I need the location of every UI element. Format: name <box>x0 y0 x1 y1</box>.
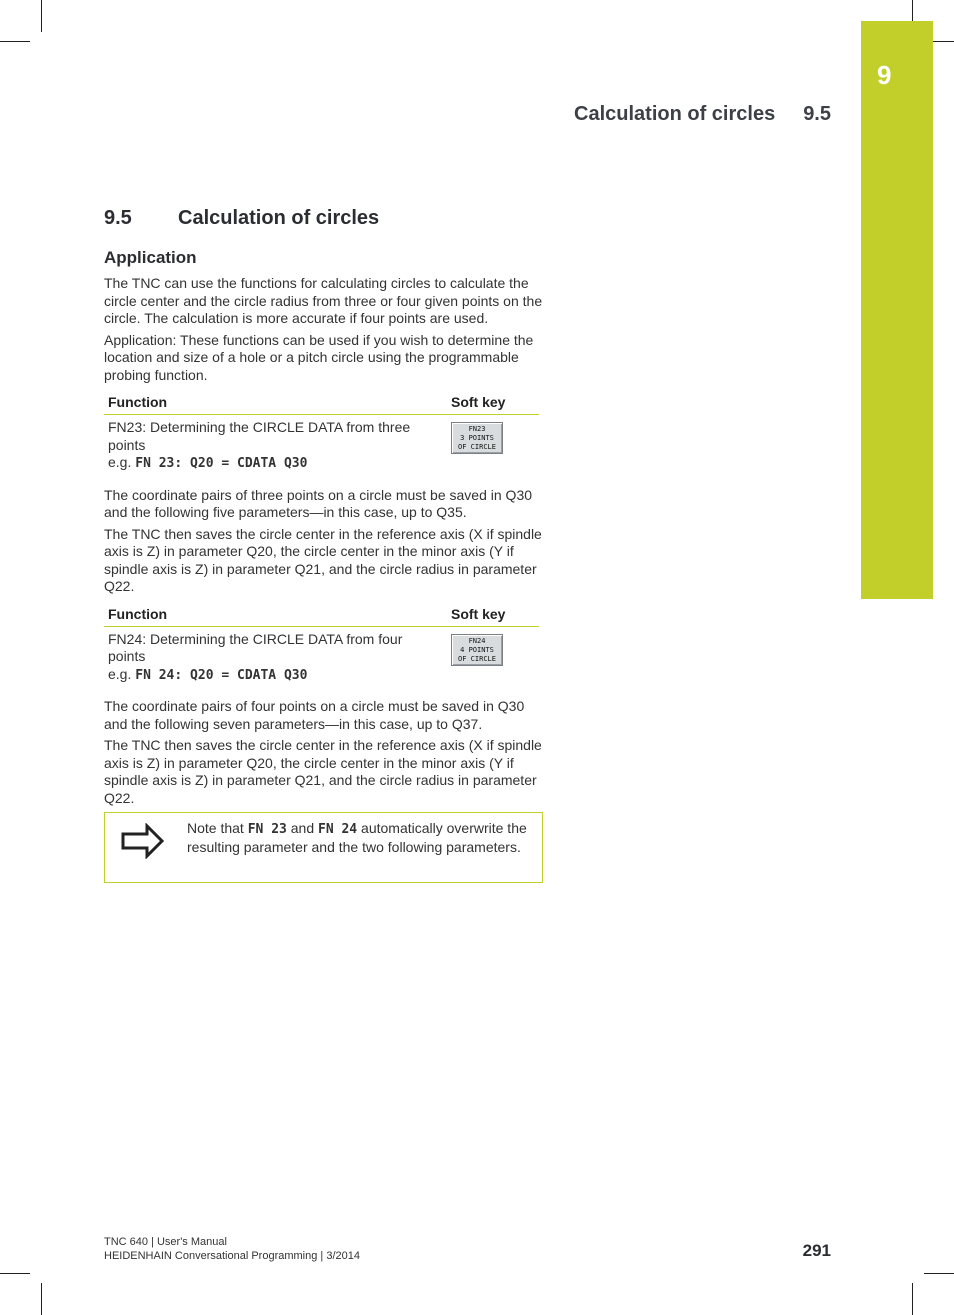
note-code: FN 24 <box>318 822 358 837</box>
footer-line: TNC 640 | User's Manual <box>104 1236 227 1248</box>
column-header-softkey: Soft key <box>447 388 539 415</box>
function-table-fn24 <box>104 600 539 691</box>
subsection-heading: Application <box>104 248 197 267</box>
paragraph: Application: These functions can be used if you wish to determine the location and size of a hole or a pitch circle using the programmable probing function. <box>104 331 534 383</box>
paragraph: The TNC then saves the circle center in the reference axis (X if spindle axis is Z) in parameter Q20, the circle center in the minor axis (Y if spindle axis is Z) in parameter Q21, and the circle radius in parameter Q22. <box>104 525 542 594</box>
paragraph: The TNC then saves the circle center in the reference axis (X if spindle axis is Z) in parameter Q20, the circle center in the minor axis (Y if spindle axis is Z) in parameter Q21, and the circle radius in parameter Q22. <box>104 737 542 806</box>
example-code: FN 24: Q20 = CDATA Q30 <box>135 667 308 683</box>
page-number: 291 <box>802 1241 831 1260</box>
note-conjunction: and <box>290 820 315 836</box>
softkey-label: OF CIRCLE <box>458 443 496 451</box>
section-number: 9.5 <box>104 207 132 229</box>
crop-mark <box>0 41 30 42</box>
note-box <box>104 812 543 883</box>
chapter-tab <box>861 21 933 599</box>
softkey-label: OF CIRCLE <box>458 654 496 663</box>
softkey-fn23-button[interactable] <box>451 422 503 454</box>
footer-line: HEIDENHAIN Conversational Programming | 3/2014 <box>104 1250 360 1262</box>
running-head-title: Calculation of circles <box>574 103 776 125</box>
footer <box>104 1235 360 1263</box>
example-code: FN 23: Q20 = CDATA Q30 <box>135 456 308 471</box>
running-head-section: 9.5 <box>803 103 831 125</box>
chapter-number: 9 <box>877 60 892 90</box>
column-header-softkey: Soft key <box>447 600 539 627</box>
crop-mark <box>912 1283 913 1315</box>
section-title: Calculation of circles <box>178 207 380 229</box>
function-description: FN24: Determining the CIRCLE DATA from four points <box>108 630 403 664</box>
column-header-function: Function <box>104 388 447 415</box>
column-header-function: Function <box>104 600 447 627</box>
note-code: FN 23 <box>247 822 287 837</box>
section-heading <box>104 205 544 231</box>
softkey-cell <box>447 415 539 479</box>
crop-mark <box>912 0 913 22</box>
softkey-cell <box>447 626 539 690</box>
function-table-fn23 <box>104 388 539 479</box>
function-description: FN23: Determining the CIRCLE DATA from three points <box>108 419 411 453</box>
paragraph: The coordinate pairs of four points on a circle must be saved in Q30 and the following seven parameters—in this case, up to Q37. <box>104 698 525 732</box>
function-cell <box>104 626 447 690</box>
crop-mark <box>0 1273 30 1274</box>
crop-mark <box>41 0 42 32</box>
softkey-fn24-button[interactable] <box>451 634 503 666</box>
note-suffix: automatically overwrite the resulting parameter and the two following parameters. <box>187 820 527 855</box>
example-prefix: e.g. <box>108 454 132 470</box>
crop-mark <box>924 1273 954 1274</box>
softkey-label: FN23 <box>468 425 486 433</box>
softkey-label: 3 POINTS <box>460 434 494 442</box>
paragraph: The TNC can use the functions for calculating circles to calculate the circle center and the circle radius from three or four given points on the circle. The calculation is more accurate if four points are used. <box>104 275 543 326</box>
note-prefix: Note that <box>187 820 244 836</box>
main-content <box>104 205 544 883</box>
table-row <box>104 415 539 479</box>
example-prefix: e.g. <box>108 665 132 682</box>
softkey-label: FN24 <box>468 636 486 645</box>
softkey-label: 4 POINTS <box>460 645 494 654</box>
running-head <box>574 103 831 126</box>
function-cell <box>104 415 447 479</box>
table-row <box>104 626 539 690</box>
note-text <box>187 820 532 856</box>
paragraph: The coordinate pairs of three points on a circle must be saved in Q30 and the following five parameters—in this case, up to Q35. <box>104 486 533 520</box>
crop-mark <box>41 1283 42 1315</box>
right-arrow-icon <box>121 823 165 859</box>
